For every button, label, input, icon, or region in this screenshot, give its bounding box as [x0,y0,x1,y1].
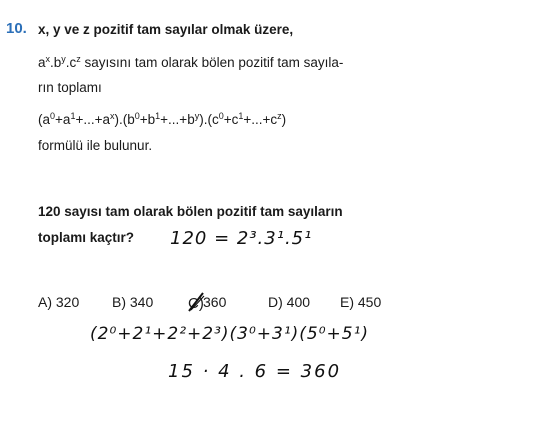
sum-formula: $(a^0+a^1+...+a^x).(b^0+b^1+...+b^y).(c^0+c^1+...+c^z)$ [38,111,287,127]
option-a[interactable]: A) 320 [38,294,80,310]
formula-line-1 [38,55,343,70]
answer-mark-icon [186,290,208,314]
option-b[interactable]: B) 340 [112,294,154,310]
option-d[interactable]: D) 400 [268,294,311,310]
handwritten-result: 15 · 4 . 6 = 360 [168,361,342,382]
question-prompt-2: toplamı kaçtır? [38,230,135,245]
power-expression: $a^x.b^y.c^z$ [38,54,81,70]
option-c-value: 360 [203,294,227,310]
handwritten-sum-expression: (2⁰+2¹+2²+2³)(3⁰+3¹)(5⁰+5¹) [90,324,370,344]
option-e[interactable]: E) 450 [340,294,382,310]
formula-line-1-text: sayısını tam olarak bölen pozitif tam sayıla- [80,55,344,70]
formula-line-2: rın toplamı [38,80,102,95]
question-intro: x, y ve z pozitif tam sayılar olmak üzere, [38,22,294,37]
question-number: 10. [6,20,27,37]
handwritten-factorization: 120 = 2³.3¹.5¹ [170,228,313,249]
question-prompt-1: 120 sayısı tam olarak bölen pozitif tam sayıların [38,204,343,219]
formula-line-4: formülü ile bulunur. [38,138,153,153]
svg-text:C): C) [188,295,204,312]
